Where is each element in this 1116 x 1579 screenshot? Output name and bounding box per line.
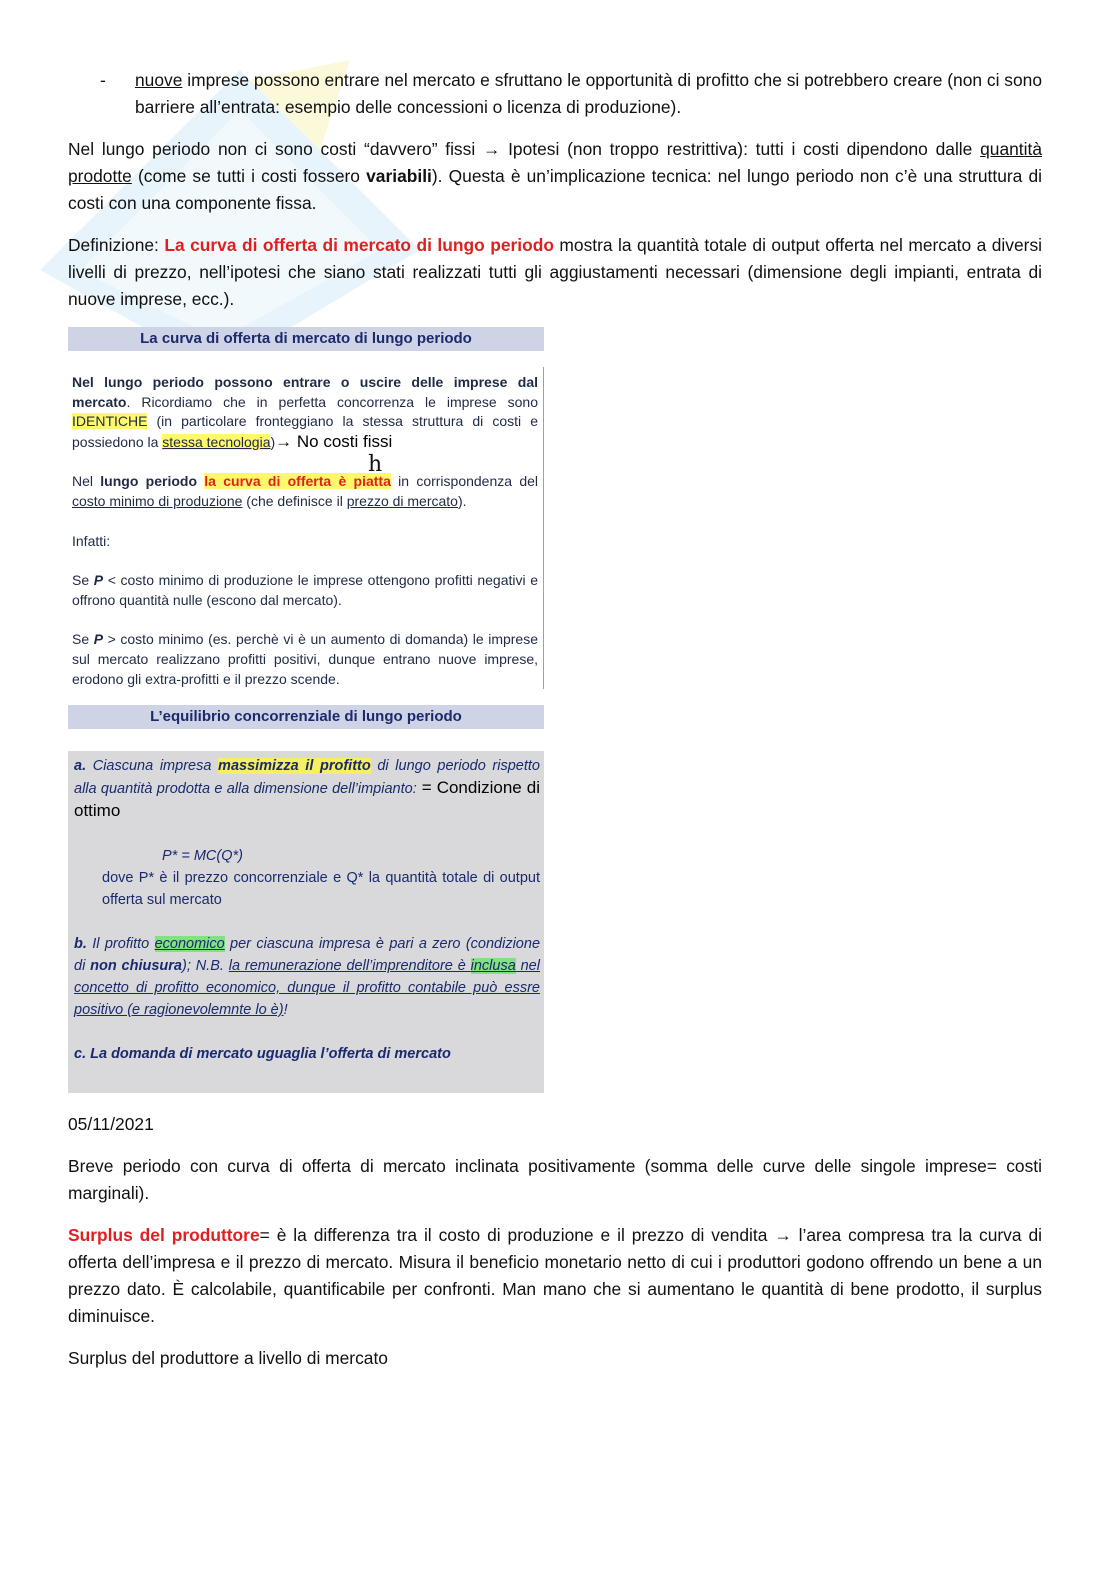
slide-competitive-equilibrium — [68, 705, 544, 1093]
handwritten-note: = Condizione di ottimo — [74, 778, 540, 820]
date: 05/11/2021 — [68, 1114, 154, 1134]
text: di lungo periodo rispetto alla quantità prodotta e alla dimensione dell’impianto: — [74, 758, 540, 797]
item-b — [74, 933, 540, 1021]
text: (che definisce il — [242, 492, 347, 509]
slide-paragraph — [72, 630, 538, 689]
arrow-right-icon: → — [774, 1225, 792, 1245]
slide-title: La curva di offerta di mercato di lungo periodo — [68, 327, 544, 351]
text: Se — [72, 572, 94, 589]
text: = è la differenza tra il costo di produzione e il prezzo di vendita — [259, 1225, 775, 1245]
text: in corrispondenza del — [390, 473, 538, 490]
paragraph-short-run: Breve periodo con curva di offerta di mercato inclinata positivamente (somma delle curve delle singole imprese= costi marginali). — [68, 1156, 1042, 1203]
paragraph-market-surplus: Surplus del produttore a livello di mercato — [68, 1348, 388, 1368]
handwritten-mark: h — [368, 452, 383, 477]
text: Nel — [72, 473, 101, 490]
symbol: P — [93, 572, 104, 589]
slide-paragraph: Infatti: — [72, 532, 111, 549]
paragraph-surplus — [68, 1222, 1042, 1330]
formula: P* = MC(Q*) — [162, 848, 243, 864]
slide-title: L’equilibrio concorrenziale di lungo periodo — [68, 705, 544, 729]
text: ). Questa è un’implicazione tecnica: nel lungo periodo non c’è una struttura di costi con una componente fissa. — [68, 166, 1042, 213]
text: ) — [270, 433, 276, 450]
highlighted-text: economico — [154, 936, 225, 952]
bullet-new-firms — [135, 67, 1042, 121]
bold-text: La domanda di mercato uguaglia l’offerta di mercato — [86, 1046, 451, 1062]
bold-text: variabili — [366, 166, 432, 186]
formula-explanation: dove P* è il prezzo concorrenziale e Q* la quantità totale di output offerta sul mercato — [102, 870, 540, 908]
highlighted-text: IDENTICHE — [72, 413, 148, 430]
text: ! — [283, 1002, 288, 1018]
text: ); N.B. — [182, 958, 229, 974]
item-c — [74, 1043, 540, 1065]
text: Il profitto — [86, 936, 155, 952]
item-label: b. — [74, 936, 87, 952]
definition-label: Definizione: — [68, 235, 165, 255]
text: . Ricordiamo che in perfetta concorrenza le imprese sono — [126, 393, 538, 410]
text: (in particolare fronteggiano la stessa struttura di costi e possiedono la — [72, 413, 538, 450]
text: l’area compresa tra la curva di offerta dell’impresa e il prezzo di mercato. Misura il beneficio monetario netto di cui i produttori godono offrendo un bene a un prezzo dato. È calcolabile, quantificabile per confronti. Man mano che si aumentano le quantità di bene prodotto, il surplus diminuisce. — [68, 1225, 1043, 1326]
definition-term: La curva di offerta di mercato di lungo periodo — [164, 235, 554, 255]
item-label: c. — [74, 1046, 87, 1062]
slide-long-run-supply — [68, 327, 544, 689]
bullet-text: imprese possono entrare nel mercato e sfruttano le opportunità di profitto che si potrebbero creare (non ci sono barriere all’entrata: esempio delle concessioni o licenza di produzione). — [135, 70, 1042, 117]
arrow-right-icon: → — [275, 431, 293, 451]
text: Nel lungo periodo possono entrare o uscire delle imprese dal mercato — [72, 374, 538, 410]
bold-text: non chiusura — [90, 958, 182, 974]
text: Se — [72, 631, 94, 648]
underlined-text: costo minimo di produzione — [72, 492, 243, 509]
item-a — [74, 755, 540, 823]
underlined-text: la remunerazione dell’imprenditore è — [228, 958, 471, 974]
highlighted-text: massimizza il profitto — [218, 758, 371, 774]
slide-body — [74, 755, 540, 1065]
symbol: P — [93, 631, 104, 648]
text: ). — [457, 492, 467, 509]
underlined-text: nel concetto di profitto economico, dunque il profitto contabile può essre positivo (e ragionevolemnte lo è) — [74, 958, 540, 1018]
text: Ciascuna impresa — [86, 758, 219, 774]
highlighted-text: inclusa — [470, 958, 516, 974]
definition-text: mostra la quantità totale di output offerta nel mercato a diversi livelli di prezzo, nell’ipotesi che siano stati realizzati tutti gli aggiustamenti necessari (dimensione degli impianti, entrata di nuove imprese, ecc.). — [68, 235, 1042, 309]
paragraph-long-run — [68, 136, 1042, 217]
text: > costo minimo (es. perchè vi è un aumento di domanda) le imprese sul mercato realizzano profitti positivi, dunque entrano nuove imprese, erodono gli extra-profitti e il prezzo scende. — [72, 631, 538, 687]
bold-text: lungo periodo — [100, 473, 198, 490]
text: (come se tutti i costi fossero — [131, 166, 367, 186]
text: per ciascuna impresa è pari a zero (condizione di — [74, 936, 541, 974]
highlighted-text: la curva di offerta è piatta — [204, 473, 391, 490]
text: < costo minimo di produzione le imprese ottengono profitti negativi e offrono quantità nulle (escono dal mercato). — [72, 572, 538, 608]
slide-paragraph — [72, 472, 538, 511]
highlighted-text: stessa tecnologia — [162, 433, 271, 450]
slide-paragraph — [72, 571, 538, 610]
bullet-word: nuove — [135, 70, 183, 90]
underlined-text: quantità prodotte — [68, 139, 1042, 186]
handwritten-note: No costi fissi — [292, 431, 393, 451]
divider — [543, 367, 544, 689]
text: Ipotesi (non troppo restrittiva): tutti i costi dipendono dalle — [500, 139, 981, 159]
slide-body — [72, 373, 538, 689]
slide-paragraph — [72, 373, 538, 452]
item-label: a. — [74, 758, 87, 774]
paragraph-definition — [68, 232, 1042, 313]
surplus-term: Surplus del produttore — [68, 1225, 260, 1245]
underlined-text: prezzo di mercato — [346, 492, 458, 509]
arrow-right-icon: → — [482, 139, 501, 159]
text: Nel lungo periodo non ci sono costi “davvero” fissi — [68, 139, 483, 159]
bullet-dash: - — [100, 70, 106, 90]
